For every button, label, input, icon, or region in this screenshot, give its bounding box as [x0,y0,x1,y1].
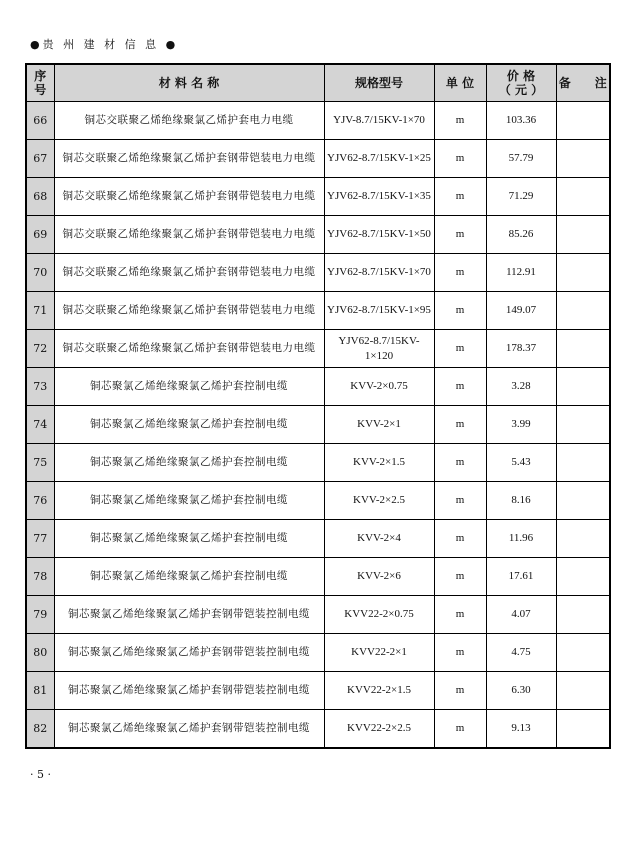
cell-note [556,140,610,178]
cell-spec: YJV62-8.7/15KV-1×25 [324,140,434,178]
cell-material-name: 铜芯交联聚乙烯绝缘聚氯乙烯护套钢带铠装电力电缆 [54,140,324,178]
cell-material-name: 铜芯聚氯乙烯绝缘聚氯乙烯护套控制电缆 [54,406,324,444]
table-row [26,368,610,406]
cell-unit: m [434,292,486,330]
table-row [26,254,610,292]
cell-no: 78 [26,558,54,596]
cell-no: 82 [26,710,54,749]
cell-price: 4.07 [486,596,556,634]
page-number: · 5 · [30,768,51,781]
cell-spec: KVV22-2×1 [324,634,434,672]
cell-unit: m [434,368,486,406]
table-row [26,178,610,216]
cell-unit: m [434,596,486,634]
cell-no: 74 [26,406,54,444]
col-header-note: 备 注 [556,64,610,102]
cell-material-name: 铜芯聚氯乙烯绝缘聚氯乙烯护套钢带铠装控制电缆 [54,710,324,749]
cell-unit: m [434,710,486,749]
cell-unit: m [434,558,486,596]
cell-price: 85.26 [486,216,556,254]
cell-no: 75 [26,444,54,482]
cell-price: 71.29 [486,178,556,216]
cell-spec: YJV-8.7/15KV-1×70 [324,102,434,140]
cell-spec: YJV62-8.7/15KV-1×50 [324,216,434,254]
page-header: ●贵 州 建 材 信 息 ● [30,38,179,51]
col-header-no: 序 号 [26,64,54,102]
cell-note [556,254,610,292]
cell-unit: m [434,254,486,292]
cell-unit: m [434,634,486,672]
cell-no: 72 [26,330,54,368]
cell-unit: m [434,178,486,216]
cell-material-name: 铜芯聚氯乙烯绝缘聚氯乙烯护套控制电缆 [54,558,324,596]
cell-unit: m [434,672,486,710]
cell-price: 3.28 [486,368,556,406]
cell-spec: KVV-2×1.5 [324,444,434,482]
price-table-wrapper [25,63,609,749]
cell-material-name: 铜芯聚氯乙烯绝缘聚氯乙烯护套钢带铠装控制电缆 [54,672,324,710]
cell-note [556,634,610,672]
cell-note [556,672,610,710]
cell-spec: KVV-2×1 [324,406,434,444]
cell-spec: YJV62-8.7/15KV-1×120 [324,330,434,368]
cell-no: 77 [26,520,54,558]
cell-spec: YJV62-8.7/15KV-1×95 [324,292,434,330]
cell-spec: KVV22-2×0.75 [324,596,434,634]
cell-material-name: 铜芯聚氯乙烯绝缘聚氯乙烯护套控制电缆 [54,368,324,406]
table-row [26,216,610,254]
cell-price: 3.99 [486,406,556,444]
table-row [26,520,610,558]
cell-spec: YJV62-8.7/15KV-1×70 [324,254,434,292]
cell-spec: KVV-2×6 [324,558,434,596]
cell-unit: m [434,216,486,254]
cell-no: 79 [26,596,54,634]
cell-price: 103.36 [486,102,556,140]
cell-unit: m [434,406,486,444]
table-row [26,292,610,330]
table-row [26,672,610,710]
cell-price: 112.91 [486,254,556,292]
cell-price: 8.16 [486,482,556,520]
cell-no: 80 [26,634,54,672]
cell-material-name: 铜芯交联聚乙烯绝缘聚氯乙烯护套钢带铠装电力电缆 [54,330,324,368]
table-row [26,710,610,749]
col-header-unit: 单 位 [434,64,486,102]
cell-no: 66 [26,102,54,140]
cell-unit: m [434,140,486,178]
cell-material-name: 铜芯聚氯乙烯绝缘聚氯乙烯护套控制电缆 [54,482,324,520]
col-header-price: 价 格 （ 元 ） [486,64,556,102]
cell-no: 69 [26,216,54,254]
cell-material-name: 铜芯交联聚乙烯绝缘聚氯乙烯护套钢带铠装电力电缆 [54,254,324,292]
cell-no: 76 [26,482,54,520]
cell-price: 4.75 [486,634,556,672]
cell-price: 6.30 [486,672,556,710]
cell-no: 81 [26,672,54,710]
cell-note [556,710,610,749]
cell-material-name: 铜芯聚氯乙烯绝缘聚氯乙烯护套钢带铠装控制电缆 [54,634,324,672]
cell-price: 178.37 [486,330,556,368]
table-row [26,482,610,520]
cell-note [556,178,610,216]
cell-note [556,406,610,444]
cell-spec: KVV22-2×2.5 [324,710,434,749]
cell-material-name: 铜芯交联聚乙烯绝缘聚氯乙烯护套钢带铠装电力电缆 [54,216,324,254]
cell-material-name: 铜芯交联聚乙烯绝缘聚氯乙烯护套钢带铠装电力电缆 [54,178,324,216]
cell-price: 5.43 [486,444,556,482]
table-row [26,634,610,672]
cell-no: 67 [26,140,54,178]
cell-unit: m [434,482,486,520]
table-row [26,406,610,444]
table-row [26,596,610,634]
cell-spec: KVV-2×2.5 [324,482,434,520]
cell-spec: KVV-2×4 [324,520,434,558]
cell-spec: KVV-2×0.75 [324,368,434,406]
cell-note [556,444,610,482]
cell-spec: YJV62-8.7/15KV-1×35 [324,178,434,216]
col-header-spec: 规格型号 [324,64,434,102]
cell-price: 149.07 [486,292,556,330]
table-row [26,444,610,482]
cell-material-name: 铜芯聚氯乙烯绝缘聚氯乙烯护套控制电缆 [54,520,324,558]
cell-price: 9.13 [486,710,556,749]
cell-note [556,330,610,368]
table-header-row [26,64,610,102]
cell-no: 71 [26,292,54,330]
cell-spec: KVV22-2×1.5 [324,672,434,710]
cell-material-name: 铜芯聚氯乙烯绝缘聚氯乙烯护套钢带铠装控制电缆 [54,596,324,634]
price-table [25,63,611,749]
table-row [26,140,610,178]
cell-price: 11.96 [486,520,556,558]
col-header-name: 材 料 名 称 [54,64,324,102]
table-row [26,558,610,596]
cell-unit: m [434,444,486,482]
cell-note [556,558,610,596]
cell-no: 68 [26,178,54,216]
cell-material-name: 铜芯交联聚乙烯绝缘聚氯乙烯护套电力电缆 [54,102,324,140]
table-row [26,330,610,368]
cell-note [556,520,610,558]
cell-material-name: 铜芯聚氯乙烯绝缘聚氯乙烯护套控制电缆 [54,444,324,482]
table-row [26,102,610,140]
table-body [26,102,610,749]
cell-unit: m [434,520,486,558]
cell-note [556,482,610,520]
cell-material-name: 铜芯交联聚乙烯绝缘聚氯乙烯护套钢带铠装电力电缆 [54,292,324,330]
cell-note [556,216,610,254]
cell-note [556,102,610,140]
cell-unit: m [434,330,486,368]
cell-no: 70 [26,254,54,292]
cell-price: 17.61 [486,558,556,596]
cell-price: 57.79 [486,140,556,178]
cell-note [556,368,610,406]
cell-note [556,596,610,634]
cell-note [556,292,610,330]
cell-no: 73 [26,368,54,406]
cell-unit: m [434,102,486,140]
